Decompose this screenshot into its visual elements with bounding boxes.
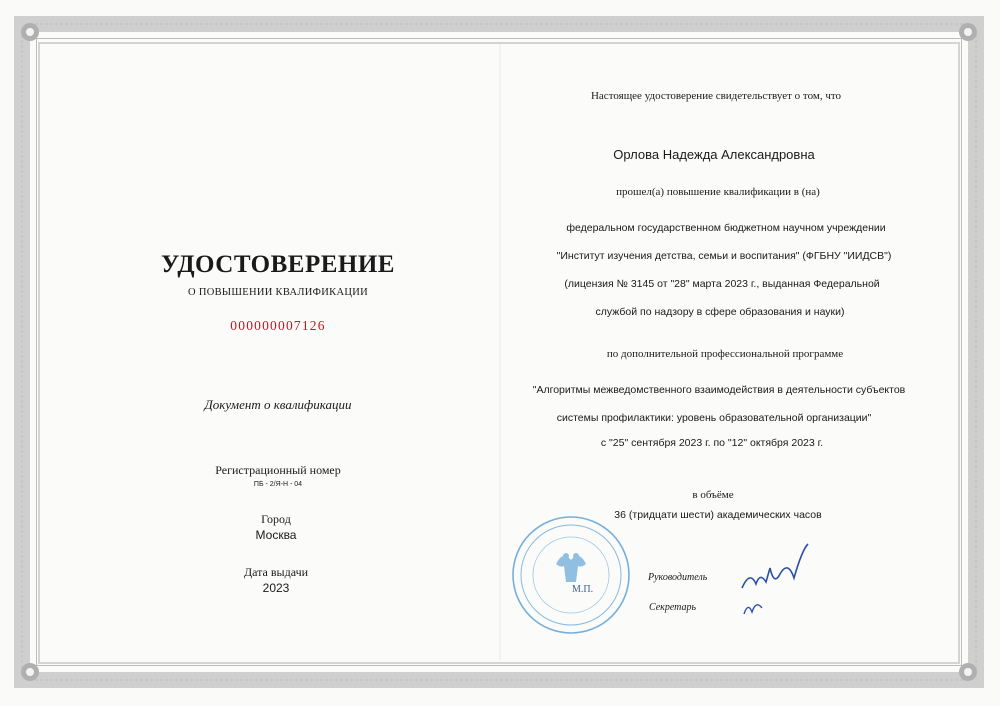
city-value: Москва bbox=[255, 528, 297, 542]
volume-label: в объёме bbox=[692, 489, 734, 501]
issue-date-value: 2023 bbox=[262, 581, 290, 595]
org-line-4: службой по надзору в сфере образования и науки) bbox=[595, 306, 845, 318]
registration-value: ПБ - 2/Я-Н - 04 bbox=[253, 481, 303, 488]
secretary-label: Секретарь bbox=[649, 602, 697, 613]
stamp-mark: М.П. bbox=[572, 584, 594, 595]
certificate-number: 000000007126 bbox=[230, 318, 326, 333]
head-label: Руководитель bbox=[648, 572, 708, 583]
city-label: Город bbox=[261, 512, 291, 526]
registration-label: Регистрационный номер bbox=[215, 463, 341, 477]
program-label: по дополнительной профессиональной программе bbox=[606, 348, 844, 360]
certificate-subtitle: О ПОВЫШЕНИИ КВАЛИФИКАЦИИ bbox=[188, 287, 368, 298]
passed-text: прошел(а) повышение квалификации в (на) bbox=[616, 186, 820, 198]
org-line-1: федеральном государственном бюджетном научном учреждении bbox=[566, 222, 886, 234]
recipient-name: Орлова Надежда Александровна bbox=[613, 147, 815, 162]
volume-value: 36 (тридцати шести) академических часов bbox=[614, 509, 822, 521]
certificate-title: УДОСТОВЕРЕНИЕ bbox=[161, 251, 395, 278]
program-line-2: системы профилактики: уровень образовательной организации" bbox=[556, 412, 872, 424]
issue-date-label: Дата выдачи bbox=[243, 565, 309, 579]
secretary-signature bbox=[740, 596, 770, 620]
program-line-1: "Алгоритмы межведомственного взаимодействия в деятельности субъектов bbox=[532, 384, 906, 396]
document-type: Документ о квалификации bbox=[204, 397, 352, 412]
official-stamp bbox=[508, 512, 634, 638]
org-line-3: (лицензия № 3145 от "28" марта 2023 г., выданная Федеральной bbox=[564, 278, 880, 290]
eagle-emblem-icon bbox=[556, 553, 586, 582]
intro-text: Настоящее удостоверение свидетельствует о том, что bbox=[590, 90, 842, 102]
program-dates: с "25" сентября 2023 г. по "12" октября 2023 г. bbox=[600, 437, 824, 449]
org-line-2: "Институт изучения детства, семьи и воспитания" (ФГБНУ "ИИДСВ") bbox=[556, 250, 892, 262]
